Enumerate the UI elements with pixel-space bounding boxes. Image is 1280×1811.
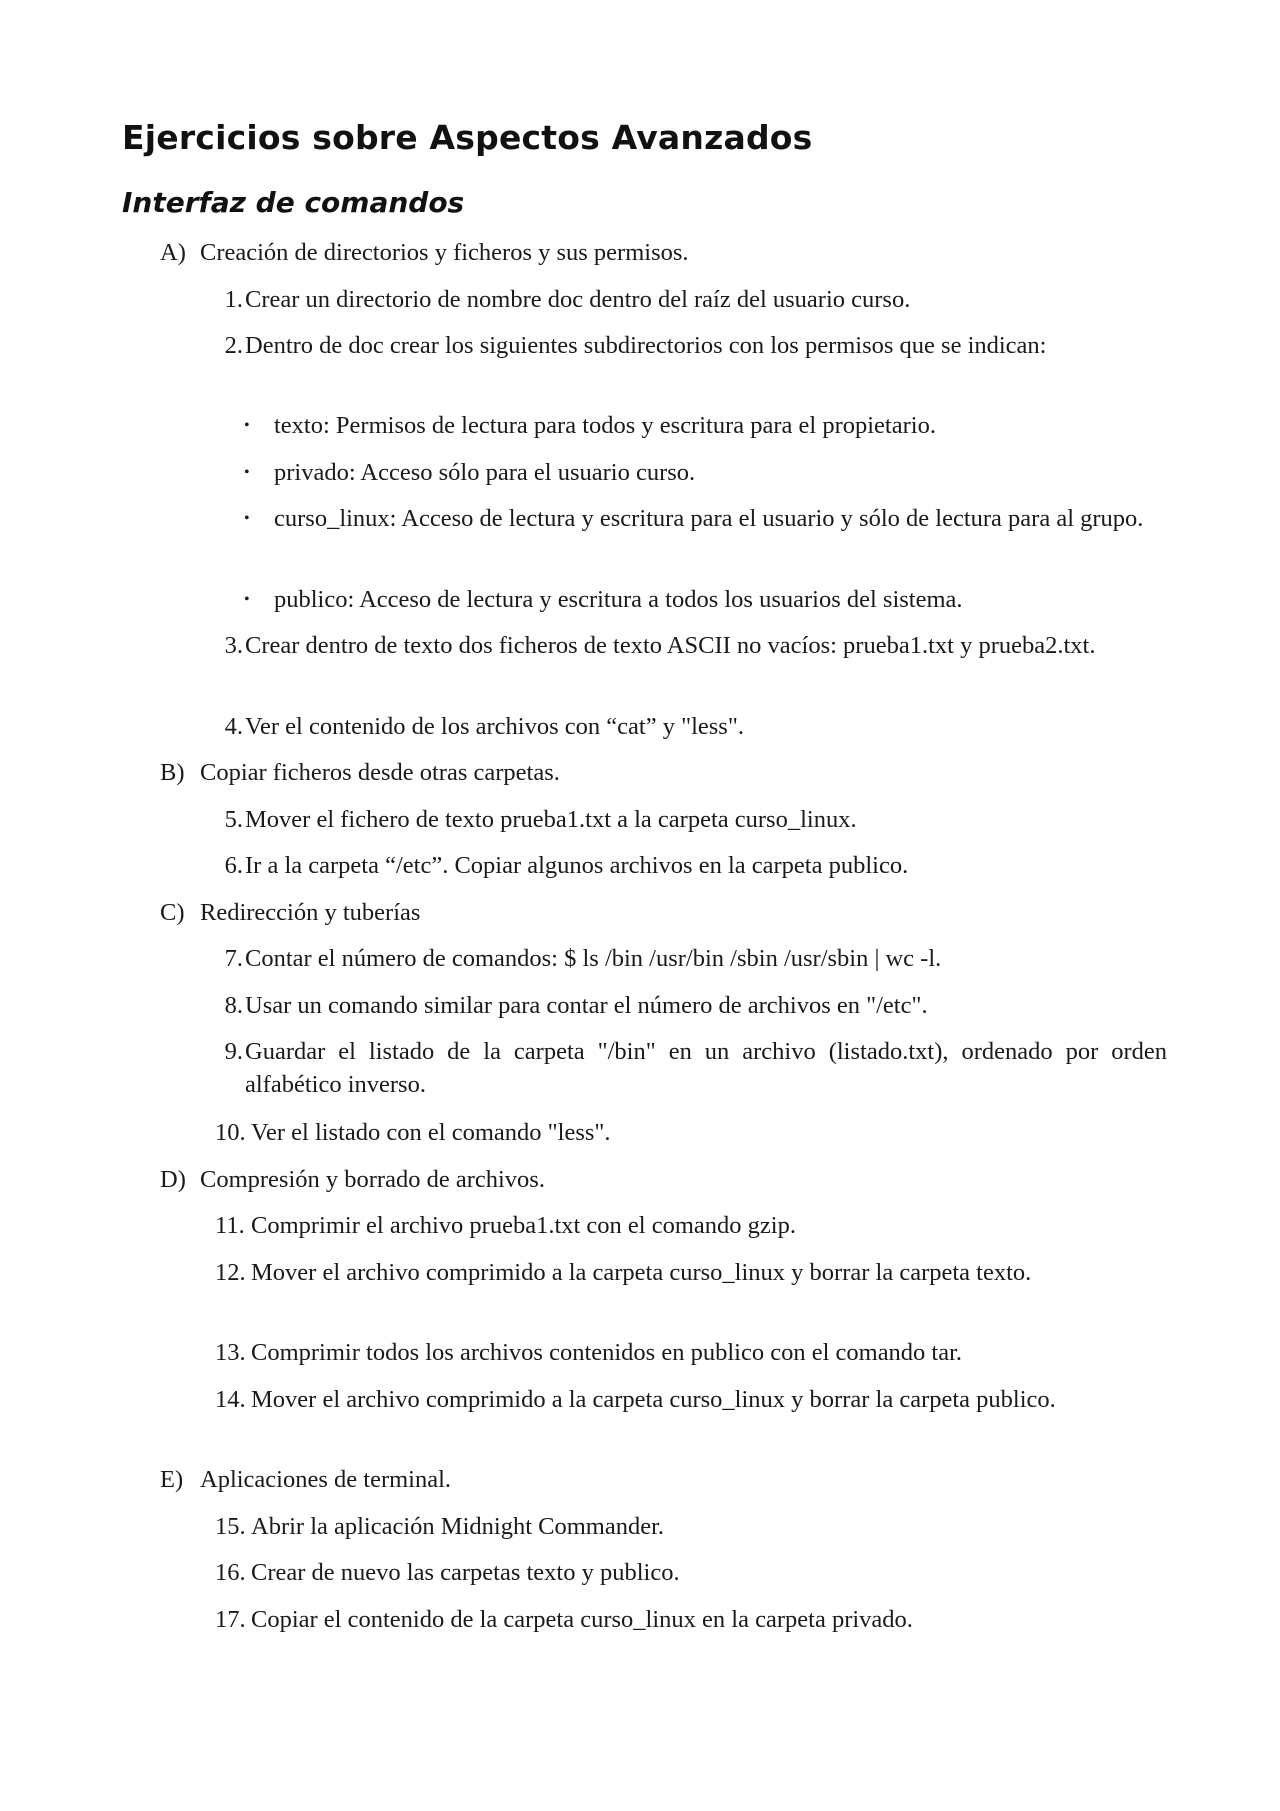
section-a-heading <box>160 236 689 269</box>
item-text: Copiar el contenido de la carpeta curso_linux en la carpeta privado. <box>251 1606 913 1633</box>
item-number: 7. <box>224 945 243 972</box>
section-heading-text: Aplicaciones de terminal. <box>200 1466 452 1493</box>
item-number: 14. <box>215 1386 246 1413</box>
section-heading-text: Creación de directorios y ficheros y sus permisos. <box>200 239 689 266</box>
item-text: Crear dentro de texto dos ficheros de texto ASCII no vacíos: prueba1.txt y prueba2.txt. <box>245 632 1096 659</box>
item-text: Dentro de doc crear los siguientes subdirectorios con los permisos que se indican: <box>245 332 1047 359</box>
item-text: Mover el archivo comprimido a la carpeta curso_linux y borrar la carpeta texto. <box>251 1259 1032 1286</box>
item-text: Crear de nuevo las carpetas texto y publico. <box>251 1559 680 1586</box>
item-number: 3. <box>224 632 243 659</box>
document-subtitle: Interfaz de comandos <box>122 186 465 219</box>
item-text: Ver el contenido de los archivos con “cat” y "less". <box>245 713 744 740</box>
item-text: Comprimir todos los archivos contenidos en publico con el comando tar. <box>251 1339 963 1366</box>
item-number: 1. <box>224 286 243 313</box>
section-e-heading <box>160 1463 451 1496</box>
section-letter: C) <box>160 899 185 926</box>
item-number: 15. <box>215 1513 246 1540</box>
item-number: 5. <box>224 806 243 833</box>
bullet-text: curso_linux: Acceso de lectura y escritura para el usuario y sólo de lectura para al grupo. <box>274 505 1144 532</box>
item-number: 16. <box>215 1559 246 1586</box>
bullet-icon: • <box>244 591 250 608</box>
item-number: 8. <box>224 992 243 1019</box>
item-text: Abrir la aplicación Midnight Commander. <box>251 1513 665 1540</box>
item-text: Crear un directorio de nombre doc dentro del raíz del usuario curso. <box>245 286 911 313</box>
section-letter: A) <box>160 239 186 266</box>
item-text: Guardar el listado de la carpeta "/bin" en un archivo (listado.txt), ordenado por orden alfabético inverso. <box>245 1038 1167 1098</box>
bullet-text: privado: Acceso sólo para el usuario curso. <box>274 459 696 486</box>
item-text: Mover el archivo comprimido a la carpeta curso_linux y borrar la carpeta publico. <box>251 1386 1056 1413</box>
item-number: 12. <box>215 1259 246 1286</box>
section-letter: B) <box>160 759 185 786</box>
item-text: Ver el listado con el comando "less". <box>251 1119 611 1146</box>
bullet-icon: • <box>244 510 250 527</box>
item-number: 17. <box>215 1606 246 1633</box>
section-d-heading <box>160 1163 545 1196</box>
section-heading-text: Redirección y tuberías <box>200 899 421 926</box>
item-number: 10. <box>215 1119 246 1146</box>
section-c-heading <box>160 896 420 929</box>
item-number: 13. <box>215 1339 246 1366</box>
bullet-icon: • <box>244 417 250 434</box>
item-number: 2. <box>224 332 243 359</box>
bullet-icon: • <box>244 464 250 481</box>
section-letter: D) <box>160 1166 186 1193</box>
item-number: 4. <box>224 713 243 740</box>
item-text: Contar el número de comandos: $ ls /bin /usr/bin /sbin /usr/sbin | wc -l. <box>245 945 942 972</box>
item-number: 6. <box>224 852 243 879</box>
item-text: Mover el fichero de texto prueba1.txt a la carpeta curso_linux. <box>245 806 857 833</box>
section-heading-text: Copiar ficheros desde otras carpetas. <box>200 759 560 786</box>
section-heading-text: Compresión y borrado de archivos. <box>200 1166 545 1193</box>
bullet-text: texto: Permisos de lectura para todos y escritura para el propietario. <box>274 412 936 439</box>
item-number: 9. <box>224 1038 243 1065</box>
document-title: Ejercicios sobre Aspectos Avanzados <box>122 118 813 157</box>
item-text: Ir a la carpeta “/etc”. Copiar algunos archivos en la carpeta publico. <box>245 852 909 879</box>
item-text: Comprimir el archivo prueba1.txt con el comando gzip. <box>251 1212 796 1239</box>
bullet-text: publico: Acceso de lectura y escritura a todos los usuarios del sistema. <box>274 586 963 613</box>
section-letter: E) <box>160 1466 184 1493</box>
item-number: 11. <box>215 1212 245 1239</box>
item-text: Usar un comando similar para contar el número de archivos en "/etc". <box>245 992 928 1019</box>
section-b-heading <box>160 756 560 789</box>
